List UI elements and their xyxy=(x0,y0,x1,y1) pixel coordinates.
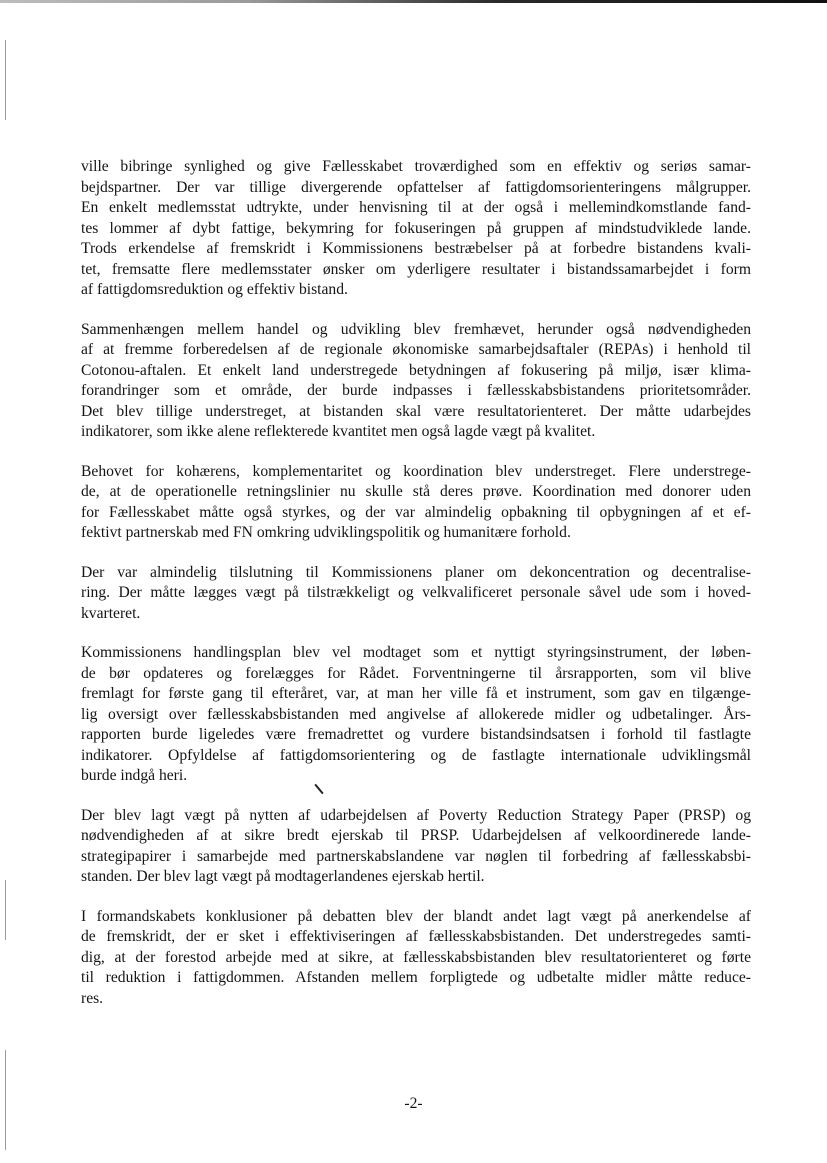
text-line: Det blev tillige understreget, at bistanden skal være resultatorienteret. Der måtte udarbejdes xyxy=(81,402,751,420)
scan-margin-mark xyxy=(5,880,6,940)
paragraph xyxy=(81,643,751,787)
text-line: fektivt partnerskab med FN omkring udviklingspolitik og humanitære forhold. xyxy=(81,524,571,541)
scan-top-edge xyxy=(0,0,827,3)
text-line: Behovet for kohærens, komplementaritet og koordination blev understreget. Flere understrege- xyxy=(81,462,751,480)
text-line: res. xyxy=(81,989,104,1007)
text-line: ville bibringe synlighed og give Fællesskabet troværdighed som en effektiv og seriøs samar- xyxy=(81,158,751,175)
text-line: ring. Der måtte lægges vægt på tilstrækkeligt og velkvalificeret personale såvel ude som i hoved- xyxy=(81,584,751,601)
text-line: kvarteret. xyxy=(81,604,141,622)
text-line: Cotonou-aftalen. Et enkelt land understregede betydningen af fokusering på miljø, især klima- xyxy=(81,361,751,379)
text-line: de, at de operationelle retningslinier nu skulle stå deres prøve. Koordination med donorer uden xyxy=(81,483,751,500)
text-line: tes lommer af dybt fattige, bekymring for fokuseringen på gruppen af mindstudviklede lande. xyxy=(81,219,751,237)
text-line: Der blev lagt vægt på nytten af udarbejdelsen af Poverty Reduction Strategy Paper (PRSP) og xyxy=(81,806,751,824)
text-line: Kommissionens handlingsplan blev vel modtaget som et nyttigt styringsinstrument, der løben- xyxy=(81,644,751,661)
text-line: de bør opdateres og forelægges for Rådet. Forventningerne til årsrapporten, som vil blive xyxy=(81,664,751,682)
text-line: Sammenhængen mellem handel og udvikling blev fremhævet, herunder også nødvendigheden xyxy=(81,320,751,338)
page-number: -2- xyxy=(404,1095,423,1112)
scan-margin-mark xyxy=(5,40,6,120)
text-line: standen. Der blev lagt vægt på modtagerlandenes ejerskab hertil. xyxy=(81,868,485,885)
text-line: forandringer som et område, der burde indpasses i fællesskabsbistandens prioritetsområder. xyxy=(81,382,751,399)
text-line: dig, at der forestod arbejde med at sikre, at fællesskabsbistanden blev resultatorienteret og førte xyxy=(81,948,751,966)
text-line: Trods erkendelse af fremskridt i Kommissionens bestræbelser på at forbedre bistandens kvali- xyxy=(81,240,751,257)
text-line: af fattigdomsreduktion og effektiv bistand. xyxy=(81,281,348,298)
paragraph xyxy=(81,320,751,443)
text-line: til reduktion i fattigdommen. Afstanden mellem forpligtede og udbetalte midler måtte reduce- xyxy=(81,969,751,986)
text-line: En enkelt medlemsstat udtrykte, under henvisning til at der også i mellemindkomstlande fand- xyxy=(81,199,751,216)
text-line: strategipapirer i samarbejde med partnerskabslandene var nøglen til forbedring af fællesskabsbi- xyxy=(81,847,751,865)
document-body xyxy=(81,157,751,1028)
text-line: lig oversigt over fællesskabsbistanden med angivelse af allokerede midler og udbetalinger. Års- xyxy=(81,705,751,723)
paragraph xyxy=(81,563,751,625)
text-line: af at fremme forberedelsen af de regionale økonomiske samarbejdsaftaler (REPAs) i henhold til xyxy=(81,341,751,358)
text-line: Der var almindelig tilslutning til Kommissionens planer om dekoncentration og decentralise- xyxy=(81,563,751,581)
text-line: indikatorer, som ikke alene reflekterede kvantitet men også lagde vægt på kvalitet. xyxy=(81,423,596,440)
text-line: for Fællesskabet måtte også styrkes, og der var almindelig opbakning til opbygningen af et ef- xyxy=(81,503,751,521)
text-line: de fremskridt, der er sket i effektiviseringen af fællesskabsbistanden. Det understregedes samti- xyxy=(81,928,751,945)
paragraph xyxy=(81,806,751,888)
text-line: burde indgå heri. xyxy=(81,767,188,784)
paragraph xyxy=(81,462,751,544)
text-line: tet, fremsatte flere medlemsstater ønsker om yderligere resultater i bistandssamarbejdet i form xyxy=(81,260,751,278)
paragraph xyxy=(81,907,751,1010)
text-line: nødvendigheden af at sikre bredt ejerskab til PRSP. Udarbejdelsen af velkoordinerede lande- xyxy=(81,827,751,844)
text-line: bejdspartner. Der var tillige divergerende opfattelser af fattigdomsorienteringens målgrupper. xyxy=(81,178,751,196)
paragraph xyxy=(81,157,751,301)
text-line: fremlagt for første gang til efteråret, var, at man her ville få et instrument, som gav en tilgænge- xyxy=(81,685,751,702)
text-line: indikatorer. Opfyldelse af fattigdomsorientering og de fastlagte internationale udviklingsmål xyxy=(81,746,751,764)
text-line: rapporten burde ligeledes være fremadrettet og vurdere bistandsindsatsen i forhold til fastlagte xyxy=(81,726,751,743)
text-line: I formandskabets konklusioner på debatten blev der blandt andet lagt vægt på anerkendelse af xyxy=(81,907,751,925)
